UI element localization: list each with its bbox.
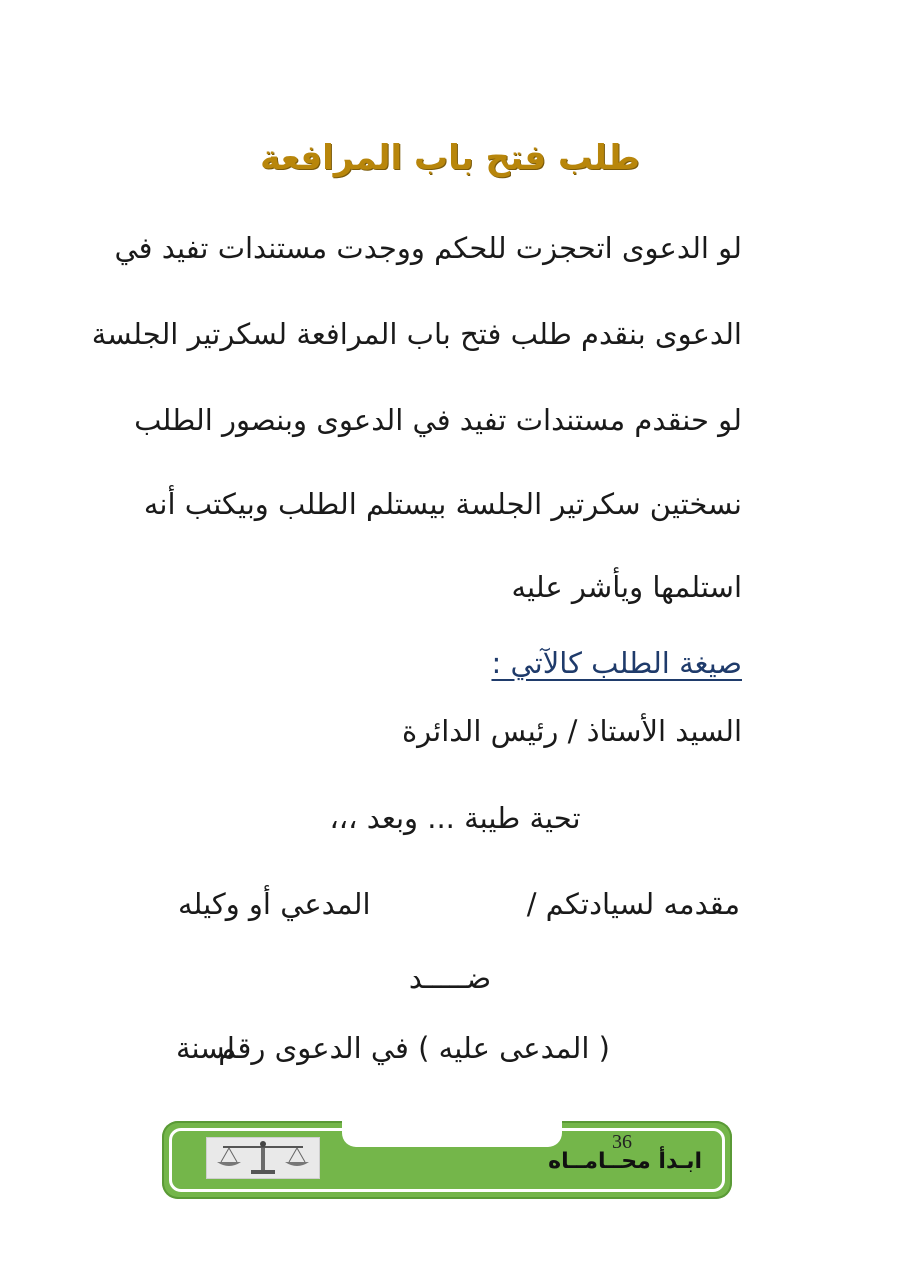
plaintiff-text: المدعي أو وكيله <box>178 887 371 921</box>
defendant-case-text: ( المدعى عليه ) في الدعوى رقم <box>218 1031 610 1065</box>
against-word: ضـــــد <box>408 961 492 995</box>
greeting-line: تحية طيبة ... وبعد ،،، <box>329 801 581 835</box>
paragraph-line-2: الدعوى بنقدم طلب فتح باب المرافعة لسكرتير الجلسة <box>91 317 742 351</box>
page-number: 36 <box>612 1131 632 1153</box>
paragraph-line-4: نسختين سكرتير الجلسة بيستلم الطلب وبيكتب أنه <box>143 487 742 521</box>
case-year-text: لسنة <box>176 1031 236 1065</box>
footer-tab <box>342 1121 632 1153</box>
paragraph-line-3: لو حنقدم مستندات تفيد في الدعوى وبنصور الطلب <box>134 403 742 437</box>
scales-of-justice-icon <box>206 1137 320 1179</box>
submitted-to-text: مقدمه لسيادتكم / <box>526 887 740 921</box>
footer-brand-text: ابـدأ محــامــاه <box>548 1149 702 1174</box>
footer-banner <box>162 1121 732 1199</box>
paragraph-line-1: لو الدعوى اتحجزت للحكم ووجدت مستندات تفيد في <box>114 231 742 265</box>
page-title: طلب فتح باب المرافعة <box>260 138 640 178</box>
addressee-line: السيد الأستاذ / رئيس الدائرة <box>401 714 742 748</box>
paragraph-line-5: استلمها ويأشر عليه <box>511 570 742 604</box>
form-heading: صيغة الطلب كالآتي : <box>491 646 742 680</box>
